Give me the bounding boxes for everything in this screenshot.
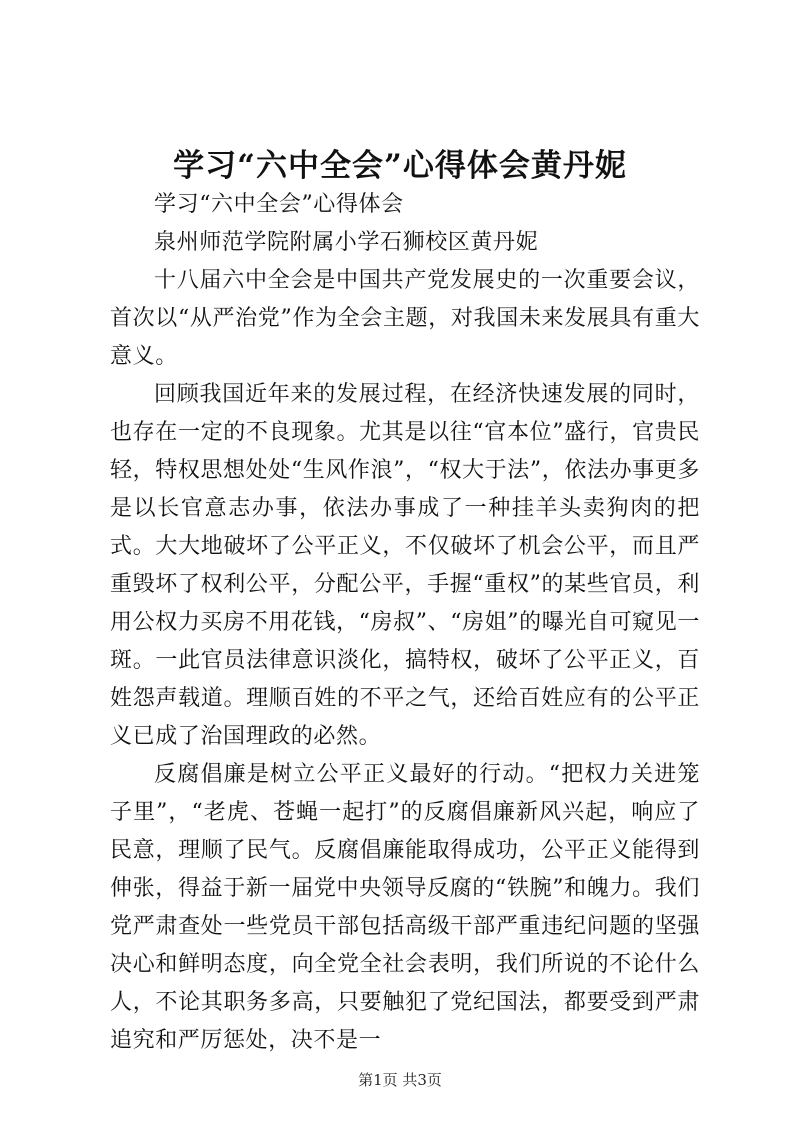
body-paragraph: 回顾我国近年来的发展过程，在经济快速发展的同时，也存在一定的不良现象。尤其是以往“官本位”盛行，官贵民轻，特权思想处处“生风作浪”，“权大于法”，依法办事更多是以长官意志办事，依法办事成了一种挂羊头卖狗肉的把式。大大地破坏了公平正义，不仅破坏了机会公平，而且严重毁坏了权利公平，分配公平，手握“重权”的某些官员，利用公权力买房不用花钱，“房叔”、“房姐”的曝光自可窥见一斑。一此官员法律意识淡化，搞特权，破坏了公平正义，百姓怨声载道。理顺百姓的不平之气，还给百姓应有的公平正义已成了治国理政的必然。 bbox=[110, 382, 700, 749]
subtitle-paragraph: 学习“六中全会”心得体会 bbox=[154, 192, 404, 217]
author-paragraph: 泉州师范学院附属小学石狮校区黄丹妮 bbox=[154, 230, 539, 255]
body-paragraph: 十八届六中全会是中国共产党发展史的一次重要会议，首次以“从严治党”作为全会主题，对我国未来发展具有重大意义。 bbox=[110, 268, 700, 369]
page-number-footer: 第1页 共3页 bbox=[358, 1071, 442, 1089]
body-paragraph: 反腐倡廉是树立公平正义最好的行动。“把权力关进笼子里”，“老虎、苍蝇一起打”的反腐倡廉新风兴起，响应了民意，理顺了民气。反腐倡廉能取得成功，公平正义能得到伸张，得益于新一届党中央领导反腐的“铁腕”和魄力。我们党严肃查处一些党员干部包括高级干部严重违纪问题的坚强决心和鲜明态度，向全党全社会表明，我们所说的不论什么人，不论其职务多高，只要触犯了党纪国法，都要受到严肃追究和严厉惩处，决不是一 bbox=[110, 762, 700, 1053]
document-body bbox=[110, 186, 700, 1060]
document-title: 学习“六中全会”心得体会黄丹妮 bbox=[173, 148, 627, 184]
